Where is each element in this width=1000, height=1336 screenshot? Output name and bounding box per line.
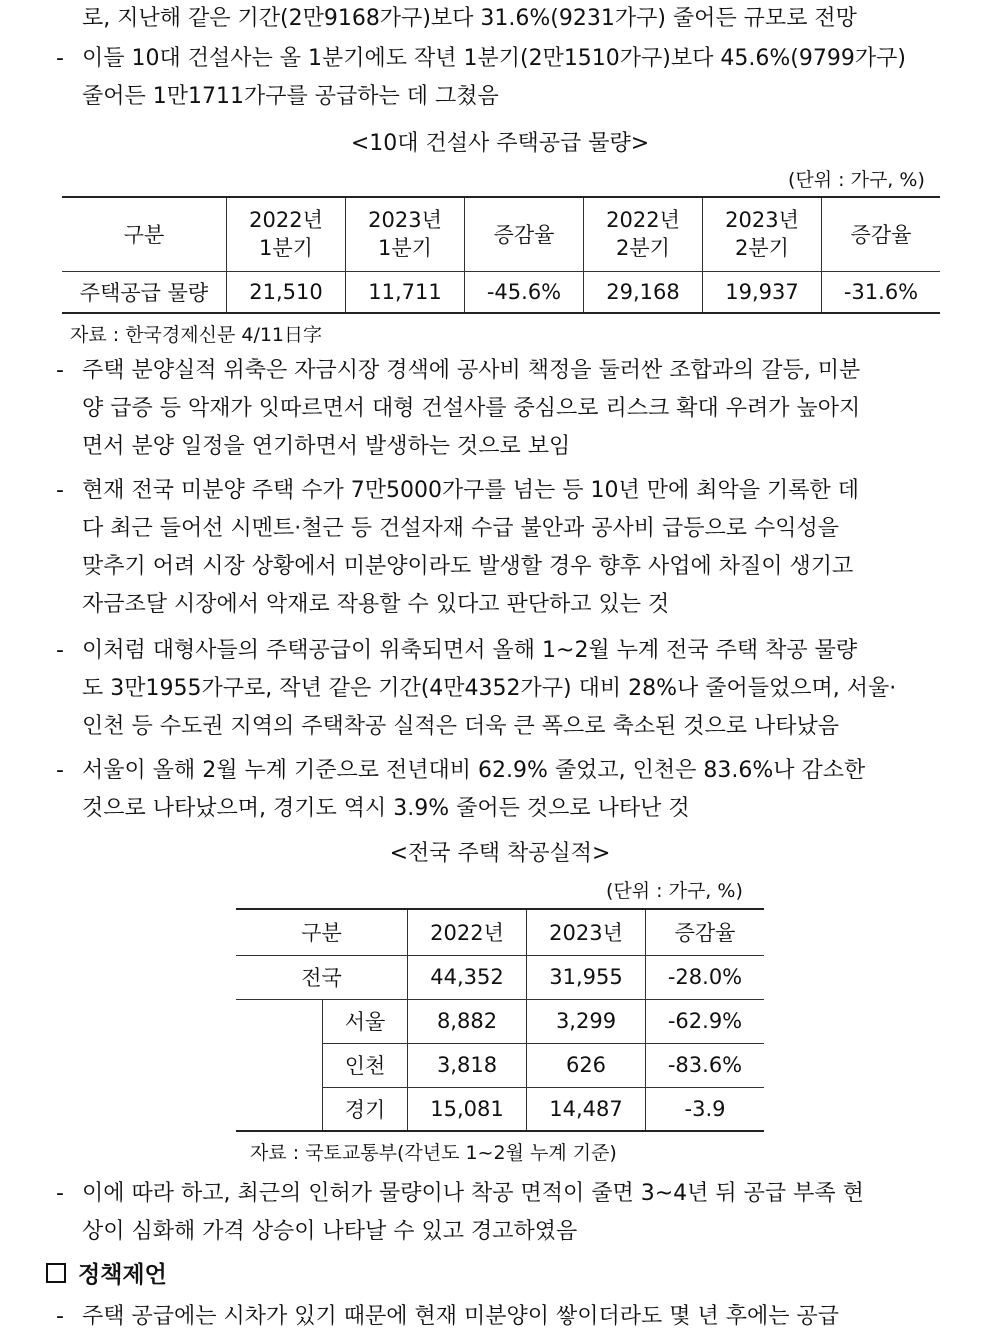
- table-header-cell: 증감율: [822, 197, 941, 271]
- table-header-cell: 구분: [62, 197, 227, 271]
- table-row: [236, 999, 764, 1043]
- table-row: [236, 1087, 764, 1131]
- table-header-cell: 2023년 2분기: [703, 197, 822, 271]
- paragraph-line: 상이 심화해 가격 상승이 나타날 수 있고 경고하였음: [82, 1219, 578, 1244]
- table-header-cell: 증감율: [646, 909, 765, 955]
- bullet-paragraph: [82, 1175, 864, 1251]
- paragraph-line: 주택 공급에는 시차가 있기 때문에 현재 미분양이 쌓이더라도 몇 년 후에는 공급: [82, 1304, 839, 1329]
- table-cell: 3,818: [408, 1043, 527, 1087]
- table-row: [236, 955, 764, 999]
- paragraph-line: 주택 분양실적 위축은 자금시장 경색에 공사비 책정을 둘러싼 조합과의 갈등, 미분: [82, 358, 861, 383]
- paragraph-line: 자금조달 시장에서 악재로 작용할 수 있다고 판단하고 있는 것: [82, 592, 670, 617]
- table-unit: (단위 : 가구, %): [606, 880, 743, 902]
- table-cell: 11,711: [346, 271, 465, 313]
- table-cell: -45.6%: [465, 271, 584, 313]
- paragraph-line: 로, 지난해 같은 기간(2만9168가구)보다 31.6%(9231가구) 줄어든 규모로 전망: [82, 6, 857, 31]
- bullet-dash: -: [56, 1181, 64, 1206]
- table-header-cell: 2022년 1분기: [227, 197, 346, 271]
- table-cell: -31.6%: [822, 271, 941, 313]
- bullet-dash: -: [56, 1304, 64, 1329]
- table-header-cell: 2022년: [408, 909, 527, 955]
- table-cell: 15,081: [408, 1087, 527, 1131]
- bullet-paragraph: [82, 632, 896, 746]
- table-cell: 44,352: [408, 955, 527, 999]
- table-row: [236, 1043, 764, 1087]
- table-cell: 전국: [236, 955, 408, 999]
- bullet-dash: -: [56, 358, 64, 383]
- bullet-dash: -: [56, 758, 64, 783]
- table-cell: 14,487: [527, 1087, 646, 1131]
- table-header-cell: 구분: [236, 909, 408, 955]
- table-header-cell: 증감율: [465, 197, 584, 271]
- paragraph-line: 맞추기 어려 시장 상황에서 미분양이라도 발생할 경우 향후 사업에 차질이 생기고: [82, 554, 854, 579]
- table-cell: 3,299: [527, 999, 646, 1043]
- section-heading-text: 정책제언: [78, 1262, 167, 1288]
- table-header-cell: 2022년 2분기: [584, 197, 703, 271]
- paragraph-line: 도 3만1955가구로, 작년 같은 기간(4만4352가구) 대비 28%나 줄어들었으며, 서울·: [82, 676, 897, 701]
- paragraph-line: 인천 등 수도권 지역의 주택착공 실적은 더욱 큰 폭으로 축소된 것으로 나타났음: [82, 714, 839, 739]
- bullet-dash: -: [56, 638, 64, 663]
- table-header-row: [236, 909, 764, 955]
- paragraph-line: 서울이 올해 2월 누계 기준으로 전년대비 62.9% 줄었고, 인천은 83.6%나 감소한: [82, 758, 866, 783]
- table-caption: <전국 주택 착공실적>: [389, 841, 611, 866]
- bullet-paragraph: [82, 1298, 839, 1336]
- bullet-paragraph: [82, 352, 860, 466]
- table-cell: 21,510: [227, 271, 346, 313]
- section-heading: [46, 1256, 167, 1289]
- table-row: [62, 271, 940, 313]
- bullet-dash: -: [56, 46, 64, 71]
- table-header-cell: 2023년 1분기: [346, 197, 465, 271]
- table-cell: -83.6%: [646, 1043, 765, 1087]
- bullet-paragraph: [82, 472, 859, 624]
- table-source: 자료 : 한국경제신문 4/11日字: [70, 324, 323, 346]
- table-cell: -28.0%: [646, 955, 765, 999]
- table-cell: 31,955: [527, 955, 646, 999]
- table-caption: <10대 건설사 주택공급 물량>: [350, 131, 650, 156]
- paragraph-line: 것으로 나타났으며, 경기도 역시 3.9% 줄어든 것으로 나타난 것: [82, 796, 690, 821]
- bullet-paragraph: [82, 40, 906, 116]
- table-unit: (단위 : 가구, %): [788, 169, 925, 191]
- table-cell: -62.9%: [646, 999, 765, 1043]
- table-header-cell: 2023년: [527, 909, 646, 955]
- bullet-paragraph: [82, 752, 865, 828]
- paragraph-line: 면서 분양 일정을 연기하면서 발생하는 것으로 보임: [82, 434, 571, 459]
- table-header-row: [62, 197, 940, 271]
- table-cell: 29,168: [584, 271, 703, 313]
- paragraph-line: 양 급증 등 악재가 잇따르면서 대형 건설사를 중심으로 리스크 확대 우려가 높아지: [82, 396, 861, 421]
- table-cell: 경기: [323, 1087, 408, 1131]
- table-spacer-cell: [236, 1087, 323, 1131]
- table-cell: 주택공급 물량: [62, 271, 227, 313]
- table-cell: 19,937: [703, 271, 822, 313]
- table-spacer-cell: [236, 1043, 323, 1087]
- bullet-dash: -: [56, 478, 64, 503]
- paragraph-line: 이에 따라 하고, 최근의 인허가 물량이나 착공 면적이 줄면 3~4년 뒤 공급 부족 현: [82, 1181, 864, 1206]
- table-cell: 626: [527, 1043, 646, 1087]
- table-cell: 서울: [323, 999, 408, 1043]
- housing-starts-table: [236, 908, 764, 1132]
- paragraph-line: 이들 10대 건설사는 올 1분기에도 작년 1분기(2만1510가구)보다 45.6%(9799가구): [82, 46, 906, 71]
- paragraph-line: 다 최근 들어선 시멘트·철근 등 건설자재 수급 불안과 공사비 급등으로 수익성을: [82, 516, 839, 541]
- table-spacer-cell: [236, 999, 323, 1043]
- housing-supply-table: [62, 196, 940, 314]
- table-cell: -3.9: [646, 1087, 765, 1131]
- table-cell: 인천: [323, 1043, 408, 1087]
- table-cell: 8,882: [408, 999, 527, 1043]
- table-source: 자료 : 국토교통부(각년도 1~2월 누계 기준): [250, 1142, 617, 1164]
- paragraph-line: 현재 전국 미분양 주택 수가 7만5000가구를 넘는 등 10년 만에 최악을 기록한 데: [82, 478, 859, 503]
- paragraph-line: 이처럼 대형사들의 주택공급이 위축되면서 올해 1~2월 누계 전국 주택 착공 물량: [82, 638, 858, 663]
- checkbox-square-icon: [46, 1263, 66, 1283]
- paragraph-line: 줄어든 1만1711가구를 공급하는 데 그쳤음: [82, 84, 499, 109]
